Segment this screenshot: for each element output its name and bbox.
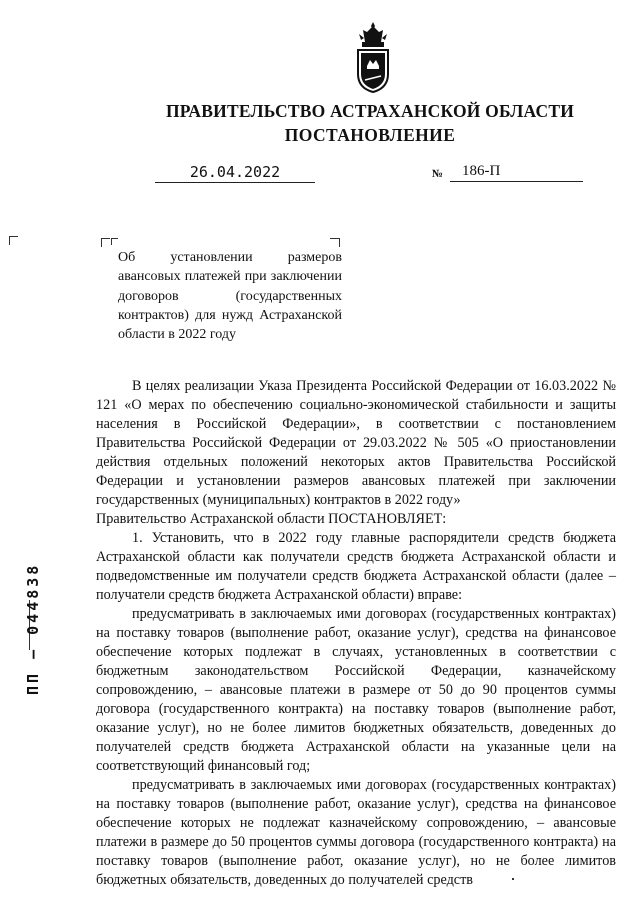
document-date: 26.04.2022 — [155, 163, 315, 183]
document-type: ПОСТАНОВЛЕНИЕ — [284, 125, 456, 145]
form-serial-number: ПП – 044838 — [24, 562, 42, 695]
corner-mark-left — [9, 236, 18, 245]
corner-mark-top-left-inner — [111, 238, 118, 245]
document-number: 186-П — [450, 163, 583, 182]
document-body — [96, 377, 616, 890]
corner-mark-top-right — [330, 238, 340, 247]
document-subject: Об установлении размеров авансовых платежей при заключении договоров (государственных контрактов) для нужд Астраханской области в 2022 году — [118, 250, 342, 343]
scan-dot — [512, 878, 514, 880]
government-title: ПРАВИТЕЛЬСТВО АСТРАХАНСКОЙ ОБЛАСТИ — [165, 101, 575, 121]
item-1b-paragraph: предусматривать в заключаемых ими договорах (государственных контрактах) на поставку товаров (выполнение работ, оказание услуг), средства на финансовое обеспечение которых не подлежат казначейскому сопровождению, – авансовые платежи в размере до 50 процентов суммы договора (государственного контракта) на поставку товаров (выполнение работ, оказание услуг), но не более лимитов бюджетных обязательств, доведенных до получателей средств — [96, 777, 616, 888]
item-1a-paragraph: предусматривать в заключаемых ими договорах (государственных контрактах) на поставку товаров (выполнение работ, оказание услуг), средства на финансовое обеспечение которых подлежат в случаях, установленных в соответствии с бюджетным законодательством Российской Федерации, казначейскому сопровождению, – авансовые платежи в размере от 50 до 90 процентов суммы договора (государственного контракта) на поставку товаров (выполнение работ, оказание услуг), но не более лимитов бюджетных обязательств, доведенных до получателей средств бюджета Астраханской области на указанные цели на соответствующий финансовый год; — [96, 606, 616, 774]
preamble-paragraph: В целях реализации Указа Президента Российской Федерации от 16.03.2022 № 121 «О мерах по обеспечению социально-экономической стабильности и защиты населения в Российской Федерации», в соответствии с постановлением Правительства Российской Федерации от 29.03.2022 № 505 «О приостановлении действия отдельных положений некоторых актов Правительства Российской Федерации и установлении размеров авансовых платежей при заключении государственных (муниципальных) контрактов в 2022 году» — [96, 378, 616, 508]
corner-mark-top-left — [101, 238, 110, 247]
number-sign: № — [432, 168, 444, 180]
resolves-line: Правительство Астраханской области ПОСТАНОВЛЯЕТ: — [96, 511, 447, 527]
item-1-paragraph: 1. Установить, что в 2022 году главные распорядители средств бюджета Астраханской области как получатели средств бюджета Астраханской области и подведомственные им получатели средств бюджета Астраханской области (далее – получатели средств бюджета Астраханской области) вправе: — [96, 530, 616, 603]
coat-of-arms-icon — [353, 20, 393, 94]
